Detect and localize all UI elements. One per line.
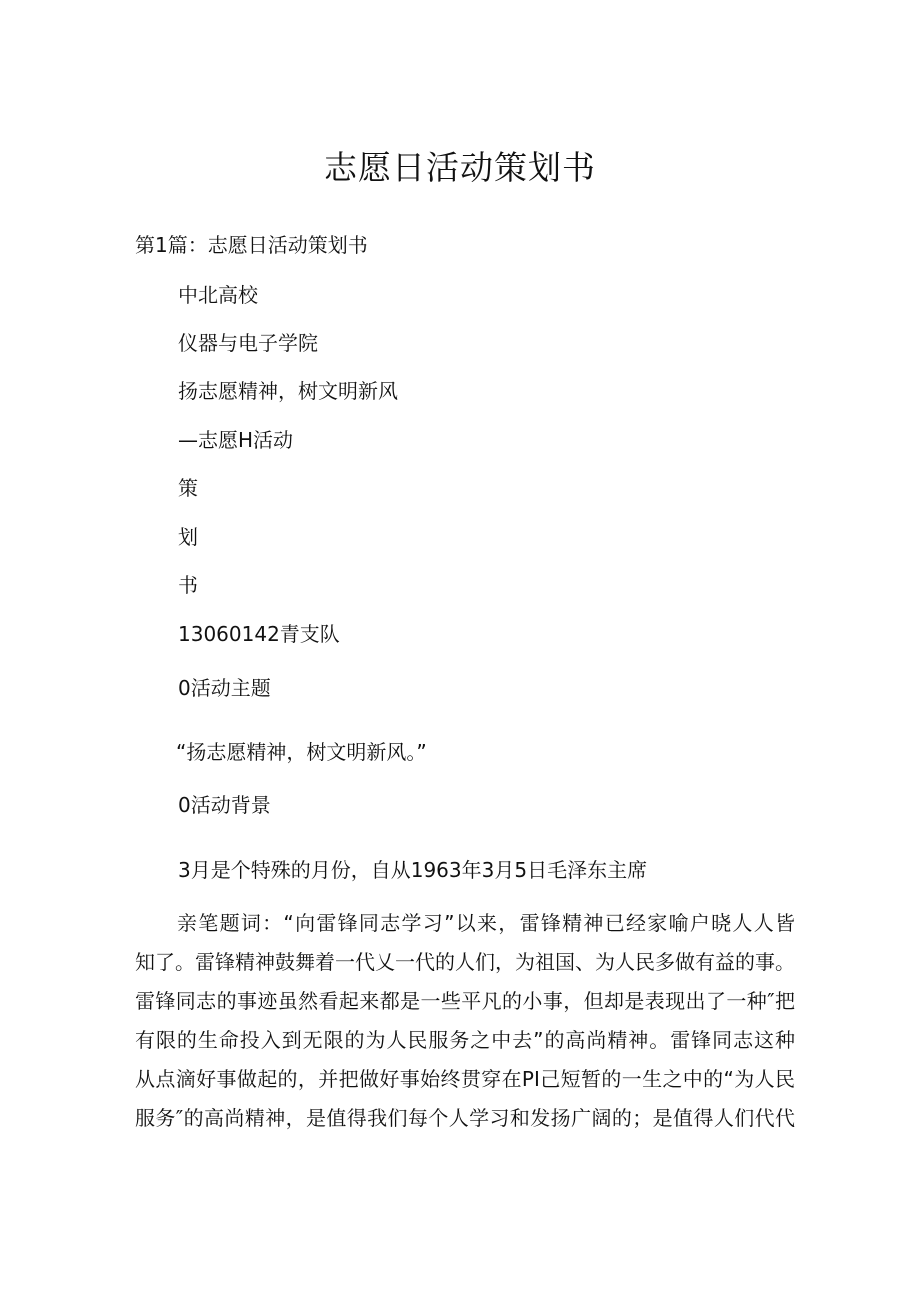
paragraph-line: 亲笔题词：“向雷锋同志学习”以来，雷锋精神已经家喻户晓人人皆 bbox=[177, 911, 795, 935]
section-heading-background: 0活动背景 bbox=[178, 793, 271, 817]
college-name: 仪器与电子学院 bbox=[178, 331, 318, 355]
team-name: 13060142青支队 bbox=[178, 622, 340, 646]
paragraph-line: 雷锋同志的事迹虽然看起来都是一些平凡的小事，但却是表现出了一种″把 bbox=[135, 989, 795, 1013]
vertical-char-1: 策 bbox=[178, 476, 198, 500]
vertical-char-3: 书 bbox=[178, 573, 198, 597]
background-first-line: 3月是个特殊的月份，自从1963年3月5日毛泽东主席 bbox=[178, 858, 648, 882]
document-title: 志愿日活动策划书 bbox=[324, 148, 596, 187]
paragraph-line: 服务″的高尚精神，是值得我们每个人学习和发扬广阔的；是值得人们代代 bbox=[135, 1106, 795, 1130]
paragraph-line: 有限的生命投入到无限的为人民服务之中去”的高尚精神。雷锋同志这种 bbox=[135, 1028, 795, 1052]
background-paragraph bbox=[135, 904, 795, 1138]
vertical-char-2: 划 bbox=[178, 525, 198, 549]
theme-quote: “扬志愿精神，树文明新风。” bbox=[176, 740, 427, 764]
paragraph-line: 知了。雷锋精神鼓舞着一代乂一代的人们，为祖国、为人民多做有益的事。 bbox=[135, 950, 795, 974]
section-heading-theme: 0活动主题 bbox=[178, 676, 271, 700]
university-name: 中北高校 bbox=[178, 283, 258, 307]
paragraph-line: 从点滴好事做起的，并把做好事始终贯穿在PI己短暂的一生之中的“为人民 bbox=[135, 1067, 795, 1091]
chapter-heading: 第1篇：志愿日活动策划书 bbox=[135, 233, 368, 257]
slogan-line: 扬志愿精神，树文明新风 bbox=[178, 379, 398, 403]
activity-subtitle: —志愿H活动 bbox=[178, 428, 294, 452]
